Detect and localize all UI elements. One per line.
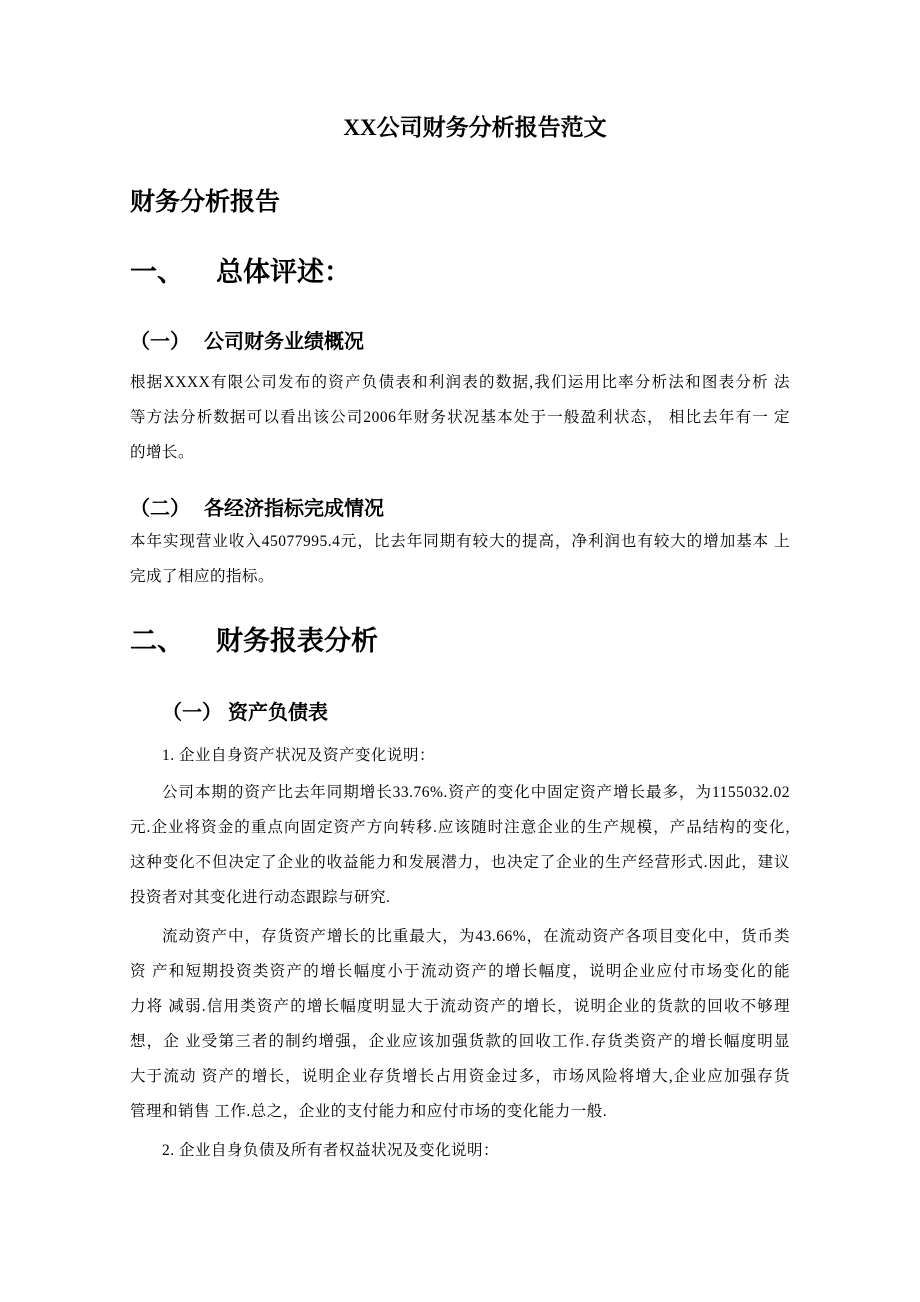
paragraph-indicators	[130, 524, 790, 594]
paragraph-line: 等方法分析数据可以看出该公司2006年财务状况基本处于一般盈利状态， 相比去年有一 定	[130, 409, 790, 426]
paragraph-line: 这种变化不但决定了企业的收益能力和发展潜力，也决定了企业的生产经营形式.因此，建议	[130, 854, 790, 871]
paragraph-line: 的增长。	[130, 444, 195, 461]
paragraph-assets	[130, 775, 790, 915]
paragraph-line: 根据XXXX有限公司发布的资产负债表和利润表的数据,我们运用比率分析法和图表分析 法	[130, 374, 790, 391]
section-number: 二、	[130, 626, 184, 656]
paragraph-line: 流动资产中，存货资产增长的比重最大，为43.66%，在流动资产各项目变化中，货币类	[162, 928, 790, 945]
subsection-heading-balance-sheet	[130, 701, 822, 725]
paragraph-line: 公司本期的资产比去年同期增长33.76%.资产的变化中固定资产增长最多，为1155032.02	[162, 784, 790, 801]
subsection-heading-indicators	[130, 497, 790, 521]
subsection-title: 公司财务业绩概况	[204, 331, 364, 353]
section-title: 财务报表分析	[216, 626, 378, 656]
section-title: 总体评述：	[216, 257, 351, 287]
subsection-number: （一）	[130, 331, 190, 353]
paragraph-line: 大于流动 资产的增长，说明企业存货增长占用资金过多，市场风险将增大,企业应加强存货	[130, 1068, 790, 1085]
paragraph-line: 管理和销售 工作.总之，企业的支付能力和应付市场的变化能力一般.	[130, 1103, 608, 1120]
paragraph-line: 本年实现营业收入45077995.4元，比去年同期有较大的提高，净利润也有较大的增加基本 上	[130, 533, 790, 550]
subsection-title: 资产负债表	[228, 702, 328, 724]
paragraph-line: 力将 减弱.信用类资产的增长幅度明显大于流动资产的增长，说明企业的货款的回收不够理	[130, 998, 790, 1015]
numbered-item-assets	[130, 738, 790, 773]
numbered-item-text: 2. 企业自身负债及所有者权益状况及变化说明：	[162, 1142, 500, 1159]
paragraph-line: 投资者对其变化进行动态跟踪与研究.	[130, 889, 391, 906]
paragraph-performance	[130, 365, 790, 470]
subsection-number: （二）	[130, 498, 190, 520]
numbered-item-text: 1. 企业自身资产状况及资产变化说明：	[162, 747, 436, 764]
paragraph-current-assets	[130, 919, 790, 1129]
paragraph-line: 完成了相应的指标。	[130, 568, 275, 585]
report-heading: 财务分析报告	[130, 189, 281, 216]
subsection-number: （一）	[162, 702, 222, 724]
paragraph-line: 资 产和短期投资类资产的增长幅度小于流动资产的增长幅度，说明企业应付市场变化的能	[130, 963, 790, 980]
document-title: XX公司财务分析报告范文	[343, 115, 607, 140]
numbered-item-liabilities	[130, 1133, 790, 1168]
section-heading-overview	[130, 256, 790, 288]
subsection-title: 各经济指标完成情况	[204, 498, 384, 520]
paragraph-line: 元.企业将资金的重点向固定资产方向转移.应该随时注意企业的生产规模，产品结构的变化,	[130, 819, 790, 836]
section-heading-statements	[130, 625, 790, 657]
paragraph-line: 想，企 业受第三者的制约增强，企业应该加强货款的回收工作.存货类资产的增长幅度明显	[130, 1033, 790, 1050]
subsection-heading-performance	[130, 330, 790, 354]
section-number: 一、	[130, 257, 184, 287]
